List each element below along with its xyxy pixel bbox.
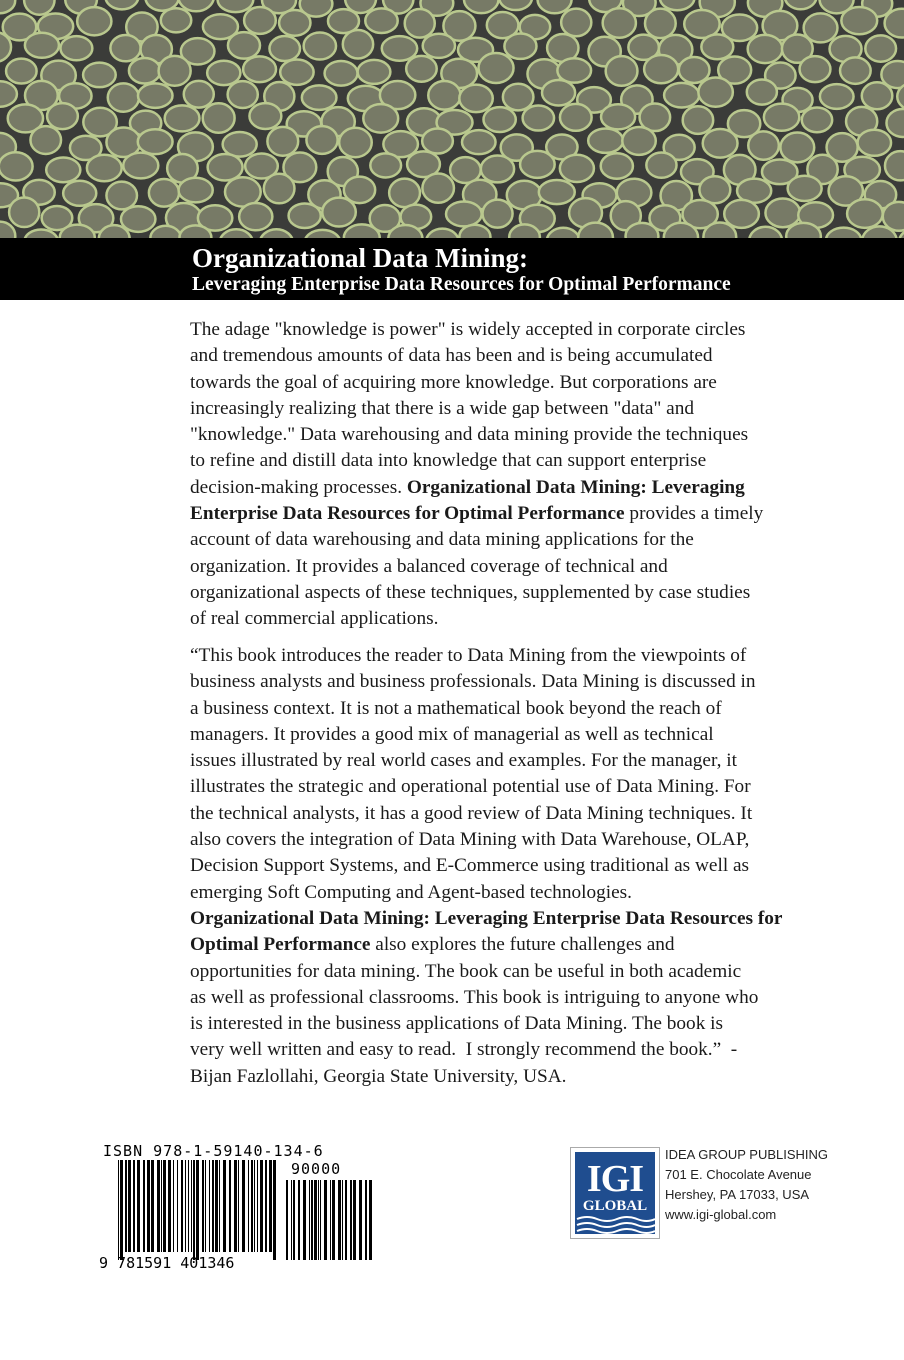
barcode-bar: [209, 1160, 210, 1252]
barcode-bar: [173, 1160, 174, 1252]
cell-shape: [885, 151, 904, 180]
cell-shape: [683, 106, 713, 134]
description-paragraph: [190, 317, 763, 633]
cell-shape: [322, 198, 355, 227]
cell-shape: [664, 83, 699, 108]
cell-shape: [302, 85, 337, 110]
cell-shape: [459, 85, 492, 113]
text-segment: account of data warehousing and data mining applications for the: [190, 529, 694, 551]
text-segment: provides a timely: [624, 503, 764, 525]
publisher-website: www.igi-global.com: [665, 1207, 777, 1222]
text-segment: managers. It provides a good mix of managerial as well as technical: [190, 723, 714, 745]
cell-shape: [865, 35, 896, 61]
cell-shape: [30, 126, 61, 154]
cell-shape: [260, 229, 294, 238]
cell-shape: [228, 81, 258, 108]
cell-shape: [339, 128, 372, 157]
cell-shape: [165, 105, 200, 131]
text-segment: The adage "knowledge is power" is widely accepted in corporate circles: [190, 319, 746, 340]
cell-shape: [826, 228, 861, 238]
cell-shape: [0, 0, 15, 13]
cell-shape: [646, 153, 676, 178]
barcode-bar: [177, 1160, 178, 1252]
cell-shape: [788, 176, 822, 201]
cell-shape: [243, 56, 276, 82]
cell-shape: [588, 128, 623, 152]
cell-shape: [462, 130, 496, 154]
book-subtitle: Leveraging Enterprise Data Resources for Optimal Performance: [192, 274, 731, 295]
barcode-bar: [238, 1160, 239, 1252]
barcode-bar: [251, 1160, 253, 1252]
cell-shape: [645, 9, 676, 38]
cell-shape: [560, 104, 592, 131]
cell-shape: [841, 7, 877, 34]
barcode-image: [116, 1160, 378, 1260]
cell-shape: [365, 8, 397, 33]
cell-shape: [6, 59, 37, 84]
cell-shape: [203, 103, 235, 133]
barcode-bar: [229, 1160, 231, 1252]
cell-shape: [840, 57, 871, 83]
text-line: [190, 748, 782, 774]
cell-shape: [557, 58, 591, 82]
cell-shape: [724, 200, 759, 228]
barcode-bar: [324, 1180, 327, 1260]
publisher-city: Hershey, PA 17033, USA: [665, 1187, 810, 1202]
cell-shape: [601, 153, 633, 179]
barcode-bar: [118, 1160, 119, 1260]
cell-shape: [523, 106, 554, 131]
barcode-bar: [157, 1160, 160, 1252]
cell-shape: [644, 55, 678, 83]
barcode-bar: [185, 1160, 186, 1252]
cell-shape: [389, 179, 420, 208]
cell-shape: [305, 230, 341, 238]
cell-shape: [426, 229, 459, 238]
barcode-bar: [219, 1160, 220, 1252]
cell-shape: [422, 128, 453, 153]
cell-shape: [603, 8, 636, 37]
barcode-bar: [161, 1160, 162, 1252]
barcode-bar: [350, 1180, 352, 1260]
barcode-bar: [273, 1160, 276, 1260]
barcode-bar: [369, 1180, 372, 1260]
cell-shape: [304, 32, 336, 59]
cell-shape: [105, 0, 138, 9]
cell-shape: [77, 7, 111, 35]
text-segment: decision-making processes.: [190, 476, 407, 498]
text-line: [190, 774, 782, 800]
barcode-bar: [345, 1180, 347, 1260]
cell-shape: [703, 129, 738, 158]
cell-shape: [626, 223, 659, 238]
barcode-bar: [168, 1160, 171, 1252]
cell-shape: [46, 157, 80, 182]
cell-shape: [464, 0, 499, 13]
barcode-bar: [269, 1160, 272, 1252]
publisher-address: [665, 1145, 828, 1225]
cell-shape: [149, 179, 179, 207]
barcode-bar: [293, 1180, 295, 1260]
text-segment: issues illustrated by real world cases and examples. For the manager, it: [190, 750, 737, 772]
cell-shape: [606, 56, 638, 86]
cell-shape: [110, 35, 140, 61]
text-line: [190, 722, 782, 748]
ean-digits: 9 781591 401346: [99, 1254, 235, 1272]
text-line: [190, 880, 782, 906]
barcode-bar: [320, 1180, 321, 1260]
text-line: [190, 696, 782, 722]
text-line: [190, 448, 763, 474]
text-line: [190, 606, 763, 632]
barcode-bar: [193, 1160, 195, 1260]
cell-shape: [446, 201, 482, 226]
cell-shape: [208, 154, 243, 181]
text-segment: the technical analysts, it has a good review of Data Mining techniques. It: [190, 802, 753, 824]
cell-shape: [483, 200, 513, 228]
barcode-bar: [163, 1160, 166, 1252]
text-line: [190, 1011, 782, 1037]
barcode-bar: [196, 1160, 199, 1260]
text-segment: also explores the future challenges and: [370, 934, 675, 956]
cell-shape: [343, 30, 373, 58]
cell-shape: [847, 199, 883, 228]
barcode-bar: [309, 1180, 310, 1260]
cell-shape: [9, 197, 39, 227]
text-line: [190, 801, 782, 827]
publisher-street: 701 E. Chocolate Avenue: [665, 1167, 812, 1182]
barcode-bar: [137, 1160, 140, 1252]
cell-shape: [60, 36, 92, 60]
text-line: [190, 422, 763, 448]
text-segment: Bijan Fazlollahi, Georgia State University, USA.: [190, 1065, 567, 1087]
barcode-bar: [143, 1160, 145, 1252]
waves-icon: [575, 1214, 655, 1234]
barcode-bar: [212, 1160, 214, 1252]
barcode-bar: [151, 1160, 154, 1252]
cell-shape: [138, 129, 173, 154]
cell-shape: [560, 155, 594, 182]
cell-shape: [87, 155, 122, 182]
isbn-label: ISBN 978-1-59140-134-6: [103, 1142, 324, 1160]
cell-shape: [279, 10, 310, 36]
review-paragraph: [190, 643, 782, 1090]
cell-shape: [264, 174, 295, 204]
cell-shape: [129, 58, 160, 83]
barcode-bar: [311, 1180, 313, 1260]
text-line: [190, 827, 782, 853]
cell-shape: [478, 53, 513, 83]
cell-shape: [138, 83, 173, 107]
cell-shape: [228, 32, 260, 59]
cell-shape: [184, 81, 214, 108]
barcode-bar: [215, 1160, 218, 1252]
barcode-bar: [257, 1160, 258, 1252]
cell-shape: [0, 222, 15, 238]
cell-shape: [325, 61, 358, 86]
cell-shape: [547, 228, 580, 238]
cell-shape: [858, 130, 891, 156]
book-title: Organizational Data Mining:: [192, 243, 528, 273]
cell-shape: [267, 127, 298, 156]
cell-shape: [561, 9, 591, 37]
text-line: [190, 501, 763, 527]
cell-shape: [106, 182, 137, 210]
text-line: [190, 396, 763, 422]
publisher-name: IDEA GROUP PUBLISHING: [665, 1147, 829, 1162]
text-segment: increasingly realizing that there is a wide gap between "data" and: [190, 397, 694, 419]
barcode-bar: [181, 1160, 183, 1252]
text-line: [190, 853, 782, 879]
text-segment: very well written and easy to read. I strongly recommend the book.” -: [190, 1039, 738, 1061]
cell-shape: [785, 0, 817, 9]
cell-shape: [0, 152, 33, 180]
barcode-bar: [248, 1160, 249, 1252]
text-segment: to refine and distill data into knowledge that can support enterprise: [190, 450, 707, 472]
text-line: [190, 527, 763, 553]
text-segment: Decision Support Systems, and E-Commerce using traditional as well as: [190, 855, 750, 877]
text-segment: towards the goal of acquiring more knowledge. But corporations are: [190, 371, 717, 393]
text-segment: "knowledge." Data warehousing and data mining provide the techniques: [190, 424, 749, 446]
barcode-bar: [191, 1160, 192, 1252]
text-line: [190, 1037, 782, 1063]
cell-shape: [63, 181, 96, 206]
cell-shape: [747, 80, 777, 105]
text-line: [190, 475, 763, 501]
cell-shape: [249, 103, 281, 129]
barcode-bar: [303, 1180, 306, 1260]
barcode-bar: [188, 1160, 189, 1252]
cells-pattern-image: [0, 0, 904, 238]
text-line: [190, 669, 782, 695]
book-title-bold: Enterprise Data Resources for Optimal Performance: [190, 503, 625, 525]
cell-shape: [370, 153, 401, 177]
cell-shape: [601, 104, 635, 129]
barcode-bar: [359, 1180, 362, 1260]
cell-shape: [622, 127, 655, 155]
book-title-bold: Optimal Performance: [190, 934, 371, 956]
barcode-bar: [286, 1180, 288, 1260]
barcode-bar: [125, 1160, 127, 1252]
cell-shape: [382, 36, 417, 61]
text-line: [190, 1064, 782, 1090]
cell-shape: [748, 35, 783, 63]
barcode-bar: [330, 1180, 331, 1260]
book-title-bold: Organizational Data Mining: Leveraging: [406, 476, 745, 498]
cell-shape: [542, 80, 575, 105]
barcode-bar: [254, 1160, 255, 1252]
text-line: [190, 932, 782, 958]
barcode-bar: [365, 1180, 367, 1260]
cell-shape: [406, 56, 437, 82]
cell-shape: [786, 223, 821, 238]
cell-shape: [25, 33, 59, 58]
text-segment: business analysts and business professionals. Data Mining is discussed in: [190, 671, 756, 693]
cell-shape: [481, 155, 514, 182]
text-segment: also covers the integration of Data Mining with Data Warehouse, OLAP,: [190, 829, 750, 851]
cell-shape: [24, 0, 54, 15]
cell-shape: [749, 227, 782, 238]
price-addon-number: 90000: [291, 1160, 342, 1178]
barcode-bar: [205, 1160, 206, 1252]
barcode-bar: [342, 1180, 343, 1260]
cell-shape: [422, 174, 454, 203]
cell-shape: [679, 57, 710, 83]
text-segment: emerging Soft Computing and Agent-based technologies.: [190, 881, 632, 903]
text-segment: organization. It provides a balanced coverage of technical and: [190, 555, 668, 577]
cell-shape: [423, 34, 455, 58]
text-line: [190, 643, 782, 669]
cell-shape: [886, 109, 904, 137]
text-line: [190, 580, 763, 606]
text-segment: is interested in the business applications of Data Mining. The book is: [190, 1013, 724, 1035]
cell-shape: [499, 0, 532, 10]
barcode-bar: [133, 1160, 135, 1252]
barcode-bar: [202, 1160, 204, 1252]
cell-shape: [47, 103, 78, 129]
cell-shape: [503, 84, 534, 111]
text-line: [190, 554, 763, 580]
igi-global-logo: [570, 1147, 660, 1239]
text-segment: “This book introduces the reader to Data Mining from the viewpoints of: [190, 645, 747, 666]
barcode-bar: [318, 1180, 319, 1260]
cell-shape: [306, 126, 337, 154]
text-segment: a business context. It is not a mathematical book beyond the reach of: [190, 697, 722, 719]
barcode-bar: [223, 1160, 226, 1252]
cell-shape: [239, 203, 272, 230]
cell-shape: [220, 229, 253, 238]
cell-shape: [483, 107, 515, 132]
cell-shape: [244, 7, 276, 34]
cell-shape: [123, 153, 158, 179]
cell-shape: [459, 225, 490, 238]
logo-bottom-text: GLOBAL: [582, 1198, 648, 1214]
barcode-bar: [147, 1160, 150, 1252]
cell-shape: [405, 9, 435, 38]
text-segment: and tremendous amounts of data has been and is being accumulated: [190, 345, 713, 367]
barcode-bar: [242, 1160, 245, 1252]
cell-shape: [289, 203, 321, 228]
cell-shape: [800, 56, 831, 82]
cell-shape: [780, 133, 814, 163]
cell-shape: [520, 151, 555, 178]
cell-shape: [358, 60, 391, 84]
cell-shape: [363, 104, 398, 133]
text-line: [190, 343, 763, 369]
barcode-bar: [120, 1160, 123, 1260]
text-line: [190, 959, 782, 985]
cell-shape: [701, 34, 733, 59]
barcode-bar: [291, 1180, 292, 1260]
cell-shape: [820, 84, 854, 109]
cell-shape: [862, 82, 893, 109]
barcode-bar: [353, 1180, 356, 1260]
text-segment: of real commercial applications.: [190, 608, 439, 630]
cell-shape: [179, 178, 213, 203]
barcode-bar: [332, 1180, 335, 1260]
cell-shape: [83, 63, 116, 88]
cell-shape: [698, 77, 732, 106]
cell-shape: [509, 224, 540, 238]
cell-shape: [159, 56, 191, 86]
barcode-bar: [260, 1160, 263, 1252]
barcode-bar: [298, 1180, 300, 1260]
logo-top-text: IGI: [586, 1158, 644, 1200]
barcode-bar: [265, 1160, 267, 1252]
text-segment: as well as professional classrooms. This book is intriguing to anyone who: [190, 986, 759, 1008]
text-line: [190, 317, 763, 343]
cell-shape: [764, 104, 799, 131]
cell-shape: [802, 107, 832, 132]
barcode-bar: [234, 1160, 237, 1252]
cell-shape: [121, 206, 155, 232]
cell-shape: [280, 60, 313, 85]
cell-shape: [539, 180, 575, 204]
text-segment: opportunities for data mining. The book can be useful in both academic: [190, 960, 742, 982]
cell-shape: [0, 81, 17, 107]
cell-shape: [428, 81, 460, 110]
cell-shape: [748, 131, 779, 159]
text-line: [190, 370, 763, 396]
text-segment: organizational aspects of these techniques, supplemented by case studies: [190, 581, 751, 603]
text-segment: illustrates the strategic and operational potential use of Data Mining. For: [190, 776, 751, 798]
barcode-bar: [128, 1160, 131, 1252]
barcode-bar: [314, 1180, 317, 1260]
cell-shape: [269, 36, 300, 61]
cell-shape: [765, 199, 800, 228]
cell-shape: [504, 34, 536, 59]
book-title-bold: Organizational Data Mining: Leveraging Enterprise Data Resources for: [190, 907, 783, 929]
text-line: [190, 985, 782, 1011]
cell-shape: [108, 83, 139, 111]
cell-shape: [161, 8, 191, 32]
cover-photo: [0, 0, 904, 238]
text-line: [190, 906, 782, 932]
barcode-bar: [338, 1180, 341, 1260]
